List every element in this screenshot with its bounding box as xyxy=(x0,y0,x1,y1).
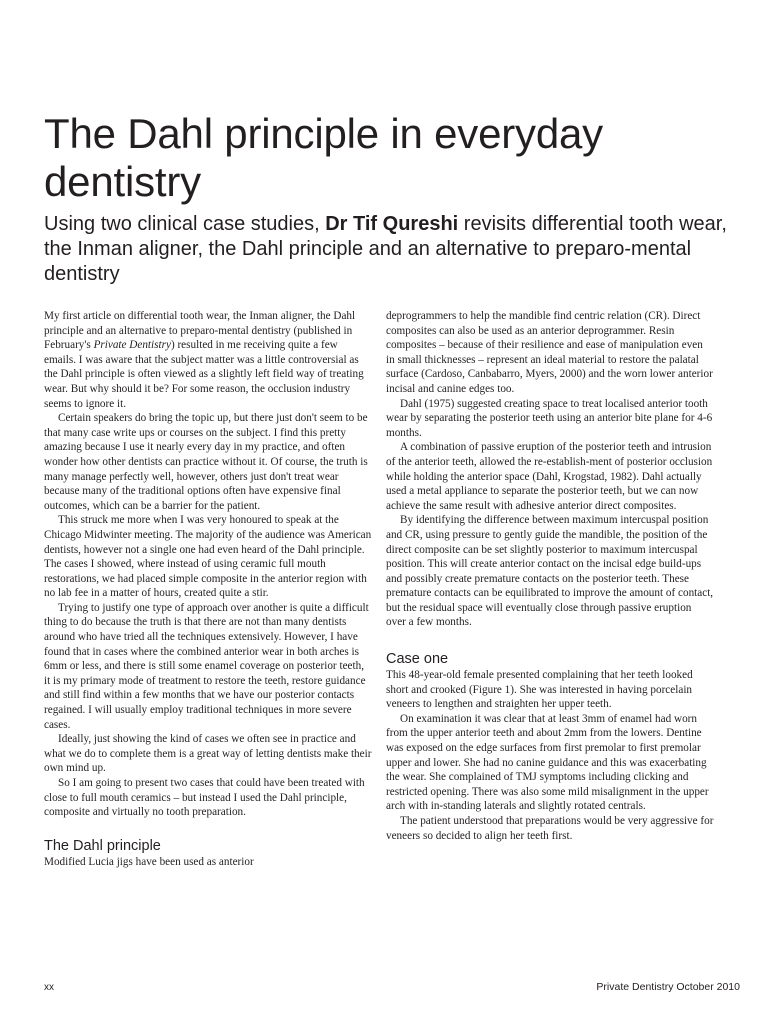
paragraph-text: My first article on differential tooth wear, the Inman aligner, the Dahl principle and an alternative to preparo-mental dentistry (published in February's xyxy=(44,310,356,352)
paragraph-text: ) resulted in me receiving quite a few emails. I was aware that the subject matter was a little controversial as the Dahl principle is often viewed as a slightly left field way of treating wear. But why should it be? For some reason, the occlusion industry seems to ignore it. xyxy=(44,339,364,410)
page-number: xx xyxy=(44,982,54,993)
section-heading-dahl-principle: The Dahl principle xyxy=(44,837,161,854)
section-heading-case-one: Case one xyxy=(386,651,449,668)
body-column-left xyxy=(44,309,372,869)
paragraph: Modified Lucia jigs have been used as anterior xyxy=(44,855,254,868)
paragraph: On examination it was clear that at least 3mm of enamel had worn from the upper anterior teeth and about 2mm from the lowers. Dentine was exposed on the edge surfaces from first premolar to first premolar upper and lower. She had no canine guidance and this was exacerbating the wear. She complained of TMJ symptoms including clicking and restricted opening. There was also some mild misalignment in the upper arch with in-standing laterals and slightly rotated centrals. xyxy=(386,712,709,813)
paragraph: Certain speakers do bring the topic up, but there just don't seem to be that many case write ups or courses on the subject. I find this pretty amazing because I use it nearly every day in my practice, and often wonder how other dentists can practice without it. Of course, the truth is many manage perfectly well, however, others just don't treat wear because many of the traditional options often have expensive final outcomes, which can be a barrier for the patient. xyxy=(44,412,368,512)
paragraph: Dahl (1975) suggested creating space to treat localised anterior tooth wear by separating the posterior teeth using an anterior bite plane for 4-6 months. xyxy=(386,397,713,439)
paragraph: This 48-year-old female presented complaining that her teeth looked short and crooked (Figure 1). She was interested in having porcelain veneers to lengthen and straighten her upper teeth. xyxy=(386,669,693,711)
paragraph: A combination of passive eruption of the posterior teeth and intrusion of the anterior teeth, allowed the re-establish-ment of posterior occlusion while holding the anterior space (Dahl, Krogstad, 1982). Dahl actually used a metal appliance to separate the posterior teeth, but we can now achieve the same result with adhesive anterior direct composites. xyxy=(386,441,713,512)
standfirst xyxy=(44,212,734,287)
standfirst-rest: revisits differential tooth wear, the Inman aligner, the Dahl principle and an alternative to preparo-mental dentistry xyxy=(44,213,727,285)
paragraph: Trying to justify one type of approach over another is quite a difficult thing to do because the truth is that there are not than many dentists around who have tried all the techniques extensively. However, I have found that in cases where the combined anterior wear in both arches is 6mm or less, and there is still some enamel coverage on posterior teeth, it is my primary mode of treatment to restore the teeth, restore guidance and still find within a few months that we have our posterior contacts regained. I will usually employ traditional techniques in more severe cases. xyxy=(44,601,369,731)
paragraph: So I am going to present two cases that could have been treated with close to full mouth ceramics – but instead I used the Dahl principle, composite and virtually no tooth preparation. xyxy=(44,777,365,819)
standfirst-intro: Using two clinical case studies, xyxy=(44,213,326,235)
page-title: The Dahl principle in everyday dentistry xyxy=(44,110,603,205)
paragraph: This struck me more when I was very honoured to speak at the Chicago Midwinter meeting. The majority of the audience was American dentists, however not a single one had even heard of the Dahl principle. The cases I showed, where instead of using ceramic full mouth restorations, we had placed simple composite in the anterior region with no lab fee in a matter of hours, created quite a stir. xyxy=(44,514,372,600)
paragraph: By identifying the difference between maximum intercuspal position and CR, using pressure to gently guide the mandible, the position of the direct composite can be set slightly posterior to maximum intercuspal position. This will create anterior contact on the incisal edge build-ups and possibly create premature contacts on the posterior teeth. These premature contacts can be equilibrated to improve the amount of contact, but the residual space will eventually close through passive eruption over a few months. xyxy=(386,514,714,629)
paragraph: Ideally, just showing the kind of cases we often see in practice and what we do to complete them is a great way of letting dentists make their own mind up. xyxy=(44,733,372,775)
paragraph: The patient understood that preparations would be very aggressive for veneers so decided to align her teeth first. xyxy=(386,815,714,842)
publication-footer: Private Dentistry October 2010 xyxy=(596,981,740,993)
paragraph xyxy=(44,309,372,411)
body-column-right xyxy=(386,309,714,843)
publication-reference: Private Dentistry xyxy=(93,339,171,352)
paragraph: deprogrammers to help the mandible find centric relation (CR). Direct composites can also be used as an anterior deprogrammer. Resin composites – because of their resilience and ease of manipulation even in small thicknesses – represent an ideal material to restore the palatal surface (Cardoso, Canbabarro, Myers, 2000) and the worn lower anterior incisal and canine edges too. xyxy=(386,310,713,395)
author-name: Dr Tif Qureshi xyxy=(325,213,459,235)
